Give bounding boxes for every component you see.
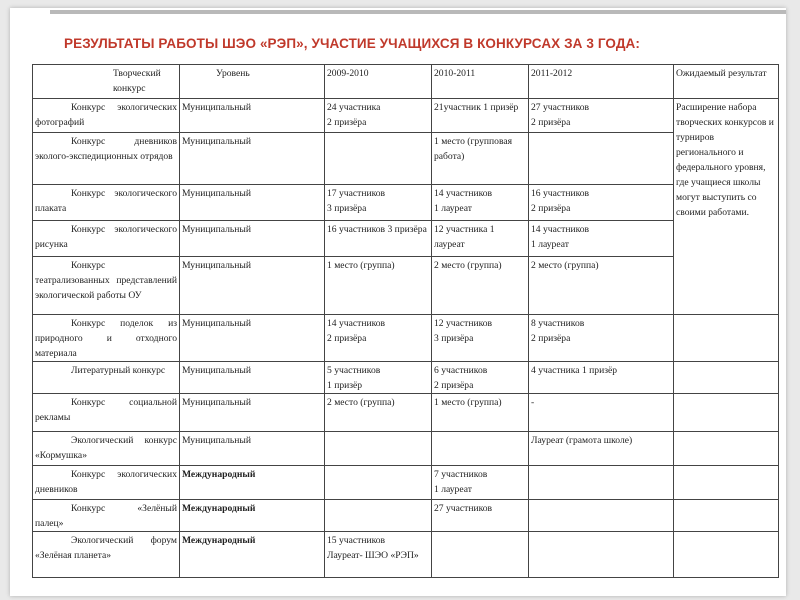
- year-2010-cell: 14 участников 1 лауреат: [432, 185, 529, 221]
- year-2009-cell: [325, 500, 432, 532]
- table-row: [33, 185, 779, 221]
- level-cell: Муниципальный: [180, 315, 325, 362]
- year-2010-cell: 12 участников 3 призёра: [432, 315, 529, 362]
- year-2009-cell: 16 участников 3 призёра: [325, 221, 432, 257]
- table-row: [33, 133, 779, 185]
- table-row: [33, 500, 779, 532]
- year-2011-cell: 2 место (группа): [529, 257, 674, 315]
- contest-cell: Конкурс социальной рекламы: [33, 394, 180, 432]
- year-2009-cell: 24 участника 2 призёра: [325, 99, 432, 133]
- year-2011-cell: Лауреат (грамота школе): [529, 432, 674, 466]
- expected-empty-cell: [674, 315, 779, 362]
- contest-cell: Конкурс экологического рисунка: [33, 221, 180, 257]
- header-2011: 2011-2012: [529, 65, 674, 99]
- level-cell: Муниципальный: [180, 362, 325, 394]
- year-2011-cell: [529, 133, 674, 185]
- level-cell: Международный: [180, 532, 325, 578]
- header-expected: Ожидаемый результат: [674, 65, 779, 99]
- level-cell: Муниципальный: [180, 99, 325, 133]
- year-2010-cell: 21участник 1 призёр: [432, 99, 529, 133]
- table-row: [33, 315, 779, 362]
- level-cell: Муниципальный: [180, 221, 325, 257]
- year-2009-cell: [325, 466, 432, 500]
- level-cell: Муниципальный: [180, 185, 325, 221]
- table-row: [33, 362, 779, 394]
- year-2010-cell: 1 место (группа): [432, 394, 529, 432]
- year-2010-cell: 2 место (группа): [432, 257, 529, 315]
- year-2009-cell: [325, 432, 432, 466]
- table-row: [33, 532, 779, 578]
- year-2010-cell: [432, 432, 529, 466]
- table-row: [33, 466, 779, 500]
- table-row: [33, 221, 779, 257]
- year-2011-cell: 4 участника 1 призёр: [529, 362, 674, 394]
- level-cell: Муниципальный: [180, 394, 325, 432]
- contest-cell: Экологический форум «Зелёная планета»: [33, 532, 180, 578]
- accent-bar: [50, 10, 786, 14]
- year-2009-cell: 14 участников 2 призёра: [325, 315, 432, 362]
- level-cell: Муниципальный: [180, 432, 325, 466]
- contest-cell: Конкурс экологических дневников: [33, 466, 180, 500]
- contest-cell: Конкурс «Зелёный палец»: [33, 500, 180, 532]
- contest-cell: Конкурс поделок из природного и отходного материала: [33, 315, 180, 362]
- year-2011-cell: [529, 532, 674, 578]
- expected-empty-cell: [674, 362, 779, 394]
- year-2011-cell: [529, 466, 674, 500]
- table-row: [33, 257, 779, 315]
- year-2010-cell: 1 место (групповая работа): [432, 133, 529, 185]
- header-contest: Творческий конкурс: [33, 65, 180, 99]
- table-row: [33, 99, 779, 133]
- year-2010-cell: 6 участников 2 призёра: [432, 362, 529, 394]
- year-2010-cell: [432, 532, 529, 578]
- year-2010-cell: 7 участников 1 лауреат: [432, 466, 529, 500]
- contest-cell: Конкурс экологических фотографий: [33, 99, 180, 133]
- year-2010-cell: 27 участников: [432, 500, 529, 532]
- year-2011-cell: 14 участников 1 лауреат: [529, 221, 674, 257]
- year-2009-cell: 5 участников 1 призёр: [325, 362, 432, 394]
- year-2011-cell: 8 участников 2 призёра: [529, 315, 674, 362]
- contest-cell: Конкурс дневников эколого-экспедиционных отрядов: [33, 133, 180, 185]
- year-2009-cell: 15 участников Лауреат- ШЭО «РЭП»: [325, 532, 432, 578]
- year-2011-cell: -: [529, 394, 674, 432]
- header-2010: 2010-2011: [432, 65, 529, 99]
- level-cell: Международный: [180, 500, 325, 532]
- slide: [10, 8, 786, 596]
- contest-cell: Конкурс экологического плаката: [33, 185, 180, 221]
- level-cell: Муниципальный: [180, 257, 325, 315]
- expected-result-cell: Расширение набора творческих конкурсов и турниров регионального и федерального уровня, где учащиеся школы могут выступить со своими работами.: [674, 99, 779, 315]
- contest-cell: Литературный конкурс: [33, 362, 180, 394]
- expected-empty-cell: [674, 466, 779, 500]
- expected-empty-cell: [674, 394, 779, 432]
- year-2009-cell: 1 место (группа): [325, 257, 432, 315]
- year-2011-cell: [529, 500, 674, 532]
- expected-empty-cell: [674, 432, 779, 466]
- level-cell: Муниципальный: [180, 133, 325, 185]
- year-2011-cell: 16 участников 2 призёра: [529, 185, 674, 221]
- contest-cell: Экологический конкурс «Кормушка»: [33, 432, 180, 466]
- level-cell: Международный: [180, 466, 325, 500]
- header-2009: 2009-2010: [325, 65, 432, 99]
- contest-cell: Конкурс театрализованных представлений экологической работы ОУ: [33, 257, 180, 315]
- year-2009-cell: 17 участников 3 призёра: [325, 185, 432, 221]
- year-2009-cell: [325, 133, 432, 185]
- year-2010-cell: 12 участника 1 лауреат: [432, 221, 529, 257]
- header-level: Уровень: [180, 65, 325, 99]
- table-row: [33, 432, 779, 466]
- table-row: [33, 394, 779, 432]
- page-title: РЕЗУЛЬТАТЫ РАБОТЫ ШЭО «РЭП», УЧАСТИЕ УЧАЩИХСЯ В КОНКУРСАХ ЗА 3 ГОДА:: [64, 36, 640, 51]
- year-2011-cell: 27 участников 2 призёра: [529, 99, 674, 133]
- expected-empty-cell: [674, 532, 779, 578]
- results-table: [32, 64, 779, 578]
- year-2009-cell: 2 место (группа): [325, 394, 432, 432]
- expected-empty-cell: [674, 500, 779, 532]
- header-row: [33, 65, 779, 99]
